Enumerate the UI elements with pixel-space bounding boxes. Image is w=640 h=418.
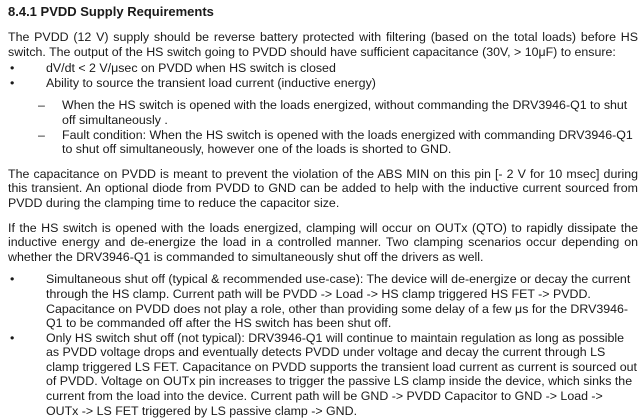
- list-item-text: Fault condition: When the HS switch is opened with the loads energized with commanding DRV3946-Q1 to shut off simultaneously, however one of the loads is shorted to GND.: [62, 127, 633, 157]
- bullet-icon: •: [10, 272, 15, 287]
- list-item: [8, 76, 638, 91]
- dash-list-transient-cases: [8, 98, 638, 156]
- document-section: [8, 4, 638, 418]
- bullet-icon: •: [10, 61, 15, 76]
- list-item: [8, 98, 638, 127]
- paragraph-clamping: If the HS switch is opened with the loads energized, clamping will occur on OUTx (QTO) to rapidly dissipate the inductive energy and de-energize the load in a controlled manner. Two clamping scenarios occur depending on whether the DRV3946-Q1 is commanded to simultaneously shut off the drivers as well.: [8, 220, 638, 264]
- list-item-text: dV/dt < 2 V/μsec on PVDD when HS switch is closed: [46, 61, 336, 76]
- list-item: [8, 331, 638, 418]
- list-item-text: Only HS switch shut off (not typical): DRV3946-Q1 will continue to maintain regulation as long as possible as PVDD voltage drops and eventually detects PVDD under voltage and decay the current through LS clamp triggered LS FET. Capacitance on PVDD supports the transient load current as current is sourced out of PVDD. Voltage on OUTx pin increases to trigger the passive LS clamp inside the device, which sinks the current from the load into the device. Current path will be GND -> PVDD Capacitor to GND -> Load -> OUTx -> LS FET triggered by LS passive clamp -> GND.: [46, 330, 637, 418]
- list-item: [8, 128, 638, 157]
- list-item-text: When the HS switch is opened with the loads energized, without commanding the DRV3946-Q1 to shut off simultaneously .: [62, 98, 628, 127]
- bullet-list-requirements: [8, 61, 638, 90]
- list-item: [8, 61, 638, 76]
- dash-icon: –: [38, 127, 45, 142]
- paragraph-capacitance: The capacitance on PVDD is meant to prevent the violation of the ABS MIN on this pin [- 2 V for 10 msec] during this transient. An optional diode from PVDD to GND can be added to help with the inductive current sourced from PVDD during the clamping time to reduce the capacitor size.: [8, 166, 638, 210]
- bullet-icon: •: [10, 75, 15, 90]
- paragraph-pvdd-supply: The PVDD (12 V) supply should be reverse battery protected with filtering (based on the total loads) before HS switch. The output of the HS switch going to PVDD should have sufficient capacitance (30V, > 10μF) to ensure:: [8, 30, 638, 59]
- section-heading: 8.4.1 PVDD Supply Requirements: [8, 4, 214, 19]
- bullet-icon: •: [10, 330, 15, 345]
- list-item-text: Simultaneous shut off (typical & recommended use-case): The device will de-energize or decay the current through the HS clamp. Current path will be PVDD -> Load -> HS clamp triggered HS FET -> PVDD. Capacitance on PVDD does not play a role, other than providing some delay of a few μs for the DRV3946-Q1 to be commanded off after the HS switch has been shut off.: [46, 272, 631, 331]
- list-item: [8, 272, 638, 330]
- bullet-list-clamping-scenarios: [8, 272, 638, 418]
- list-item-text: Ability to source the transient load current (inductive energy): [46, 75, 376, 90]
- dash-icon: –: [38, 98, 45, 113]
